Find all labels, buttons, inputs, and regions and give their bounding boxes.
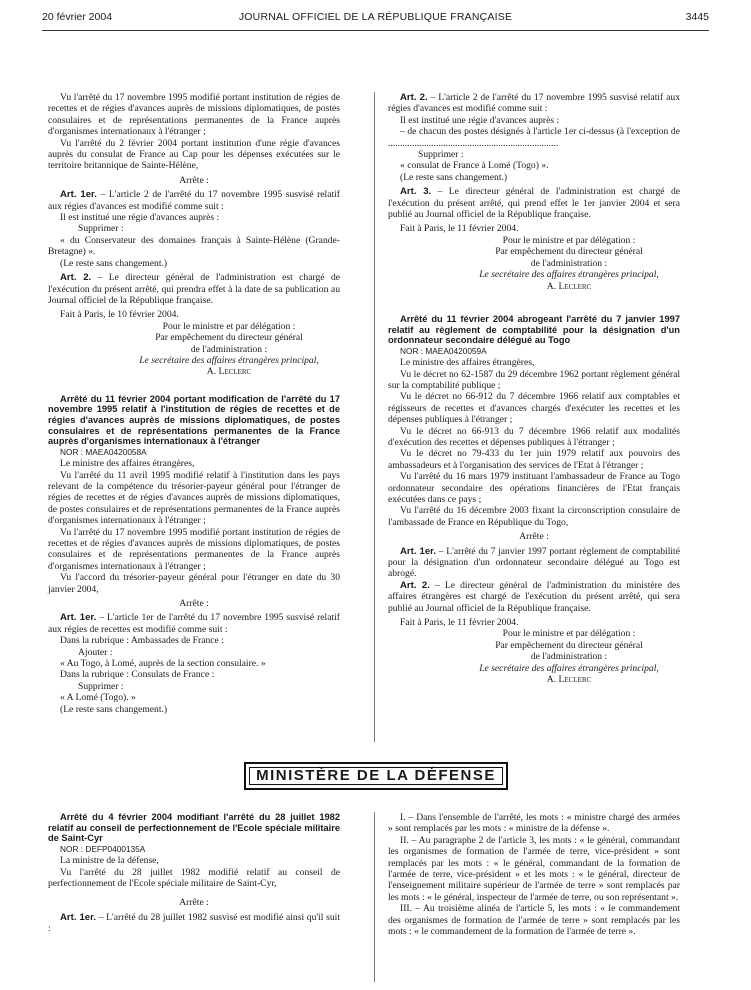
paragraph: II. – Au paragraphe 2 de l'article 3, les mots : « le général, commandant les organismes de formation de l'armée de terre, vice-président » sont remplacés par les mots : « le général, commandant de la formation de l'armée de terre, vice-président » et les mots : « le général, directeur de l'enseignement militaire supérieur de l'armée de terre » sont remplacés par les mots : « le général, inspecteur de l'armée de terre, ou son représentant ».	[388, 834, 680, 903]
paragraph: Le ministre des affaires étrangères,	[400, 357, 535, 369]
article-text: – Le directeur général de l'administration du ministère des affaires étrangères est chargé de l'exécution du présent arrêté, qui sera publié au Journal officiel de la République française.	[388, 579, 680, 614]
article-paragraph	[48, 912, 340, 935]
paragraph: Il est institué une régie d'avances auprès :	[60, 212, 220, 224]
left-column	[48, 92, 340, 715]
nor-reference: NOR : MAEA0420059A	[400, 345, 487, 356]
article-text: – L'arrêté du 7 janvier 1997 portant règlement de comptabilité pour la désignation d'un ordonnateur secondaire délégué au Togo est abrogé.	[388, 545, 680, 580]
paragraph: Vu le décret no 62-1587 du 29 décembre 1962 portant règlement général sur la comptabilité publique ;	[388, 368, 680, 391]
signature-line: de l'administration :	[530, 651, 608, 663]
paragraph: Le ministre des affaires étrangères,	[60, 458, 195, 470]
signature-line: de l'administration :	[190, 343, 268, 355]
article-paragraph	[388, 546, 680, 580]
arrete-heading: Arrête :	[179, 174, 209, 186]
paragraph: Vu l'arrêté du 17 novembre 1995 modifié portant institution de régies de recettes et de régies d'avances auprès de missions diplomatiques, de postes consulaires et de représentations permanentes de la France auprès d'organismes internationaux à l'étranger ;	[48, 92, 340, 138]
article-paragraph	[48, 272, 340, 306]
paragraph: Vu le décret no 66-913 du 7 décembre 1966 relatif aux modalités d'exécution des recettes et dépenses publiques à l'étranger ;	[388, 425, 680, 448]
paragraph: – de chacun des postes désignés à l'article 1er ci-dessus (à l'exception de .......................................................................	[388, 126, 680, 149]
signature-name: A. Leclerc	[206, 366, 252, 378]
article-label: Art. 2.	[400, 579, 430, 591]
paragraph: (Le reste sans changement.)	[60, 257, 168, 269]
paragraph: Vu l'arrêté du 16 décembre 2003 fixant la circonscription consulaire de l'ambassade de France en République du Togo,	[388, 505, 680, 528]
article-paragraph	[48, 612, 340, 635]
paragraph: Dans la rubrique : Consulats de France :	[60, 669, 215, 681]
signature-line: Par empêchement du directeur général	[155, 332, 303, 344]
decree-title: Arrêté du 11 février 2004 abrogeant l'arrêté du 7 janvier 1997 relatif au règlement de comptabilité pour la désignation d'un ordonnateur secondaire délégué au Togo	[388, 313, 680, 346]
signature-line: Le secrétaire des affaires étrangères principal,	[139, 354, 319, 366]
signature-line: Pour le ministre et par délégation :	[502, 234, 636, 246]
article-paragraph	[388, 580, 680, 614]
paragraph: Vu l'arrêté du 17 novembre 1995 modifié portant institution de régies de recettes et de régies d'avances auprès de missions diplomatiques, de postes consulaires et de représentations permanentes de la France auprès d'organismes internationaux à l'étranger ;	[48, 526, 340, 572]
article-text: – L'arrêté du 28 juillet 1982 susvisé est modifié ainsi qu'il suit :	[48, 911, 340, 935]
fait-line: Fait à Paris, le 10 février 2004.	[60, 309, 179, 321]
paragraph: Ajouter :	[78, 646, 113, 658]
paragraph: « Au Togo, à Lomé, auprès de la section consulaire. »	[60, 658, 266, 670]
signature-name: A. Leclerc	[546, 674, 592, 686]
signature-line: Le secrétaire des affaires étrangères principal,	[479, 269, 659, 281]
signature-line: Pour le ministre et par délégation :	[502, 628, 636, 640]
article-text: – L'article 2 de l'arrêté du 17 novembre 1995 susvisé relatif aux régies d'avances est modifié comme suit :	[388, 92, 680, 115]
paragraph: « du Conservateur des domaines français à Sainte-Hélène (Grande-Bretagne) ».	[48, 234, 340, 258]
article-label: Art. 3.	[400, 186, 432, 198]
decree-title: Arrêté du 11 février 2004 portant modification de l'arrêté du 17 novembre 1995 relatif à l'institution de régies de recettes et de régies d'avances auprès de missions diplomatiques, de postes consulaires et de représentations permanentes de la France auprès d'organismes internationaux à l'étranger	[48, 393, 340, 447]
paragraph: III. – Au troisième alinéa de l'article 5, les mots : « le commandement des organismes de formation de l'armée de terre » sont remplacés par les mots : « le commandement de la formation de l'armée de terre ».	[388, 903, 680, 938]
paragraph: Dans la rubrique : Ambassades de France :	[60, 635, 224, 647]
header-journal-title: JOURNAL OFFICIEL DE LA RÉPUBLIQUE FRANÇAISE	[238, 11, 513, 23]
ministry-title: MINISTÈRE DE LA DÉFENSE	[256, 767, 496, 784]
paragraph: « A Lomé (Togo). »	[60, 692, 136, 704]
signature-line: Par empêchement du directeur général	[495, 639, 643, 651]
article-label: Art. 1er.	[60, 911, 97, 923]
article-text: – L'article 1er de l'arrêté du 17 novembre 1995 susvisé relatif aux régies de recettes est modifié comme suit :	[48, 612, 341, 635]
arrete-heading: Arrête :	[179, 598, 209, 609]
signature-line: Le secrétaire des affaires étrangères principal,	[479, 662, 659, 674]
paragraph: Vu l'arrêté du 11 avril 1995 modifié relatif à l'institution dans les pays relevant de la compétence du trésorier-payeur général pour l'étranger de régies de recettes et de régies d'avances auprès de missions diplomatiques, de postes consulaires et de représentations permanentes de la France auprès d'organismes internationaux à l'étranger ;	[48, 469, 340, 527]
signature-line: Par empêchement du directeur général	[495, 246, 643, 258]
article-label: Art. 2.	[400, 92, 428, 103]
arrete-heading: Arrête :	[519, 531, 549, 543]
nor-reference: NOR : MAEA0420058A	[60, 446, 147, 457]
signature-line: de l'administration :	[530, 257, 608, 269]
paragraph: Supprimer :	[78, 223, 124, 235]
article-label: Art. 1er.	[400, 545, 437, 557]
paragraph: « consulat de France à Lomé (Togo) ».	[400, 160, 549, 172]
paragraph: La ministre de la défense,	[60, 855, 159, 867]
paragraph: Supprimer :	[418, 149, 464, 161]
paragraph: Vu l'arrêté du 16 mars 1979 instituant l'ambassadeur de France au Togo ordonnateur secondaire des opérations financières de l'Etat français exécutées dans ce pays ;	[388, 471, 680, 505]
right-column	[388, 92, 680, 685]
article-paragraph	[388, 92, 680, 115]
page-header	[42, 12, 709, 28]
paragraph: Vu l'arrêté du 2 février 2004 portant institution d'une régie d'avances auprès du consulat de France au Cap pour les dépenses exécutées sur le territoire britannique de Sainte-Hélène,	[48, 137, 340, 172]
decree-title: Arrêté du 4 février 2004 modifiant l'arrêté du 28 juillet 1982 relatif au conseil de perfectionnement de l'Ecole spéciale militaire de Saint-Cyr	[48, 812, 340, 844]
article-paragraph	[48, 189, 340, 212]
paragraph: Vu le décret no 66-912 du 7 décembre 1966 relatif aux comptables et régisseurs de recettes et d'avances chargés d'exécuter les recettes et les dépenses publiques à l'étranger ;	[388, 391, 680, 426]
paragraph: Il est institué une régie d'avances auprès :	[400, 114, 560, 126]
column-divider	[374, 92, 375, 742]
article-text: – Le directeur général de l'administration est chargé de l'exécution du présent arrêté, qui prend effet le 1er janvier 2004 et sera publié au Journal officiel de la République française.	[388, 186, 680, 221]
paragraph: Vu l'arrêté du 28 juillet 1982 modifié relatif au conseil de perfectionnement de l'Ecole spéciale militaire de Saint-Cyr,	[48, 866, 340, 889]
article-text: – L'article 2 de l'arrêté du 17 novembre 1995 susvisé relatif aux régies d'avances est modifié comme suit :	[48, 189, 340, 212]
header-page-number: 3445	[685, 11, 709, 23]
signature-line: Pour le ministre et par délégation :	[162, 320, 296, 332]
article-label: Art. 1er.	[60, 189, 97, 201]
bottom-right-column	[388, 812, 680, 937]
paragraph: (Le reste sans changement.)	[60, 703, 168, 715]
paragraph: I. – Dans l'ensemble de l'arrêté, les mots : « ministre chargé des armées » sont remplacés par les mots : « ministre de la défense ».	[388, 812, 680, 835]
fait-line: Fait à Paris, le 11 février 2004.	[400, 223, 519, 235]
article-paragraph	[388, 186, 680, 220]
signature-name: A. Leclerc	[546, 280, 592, 292]
paragraph: Vu le décret no 79-433 du 1er juin 1979 relatif aux pouvoirs des ambassadeurs et à l'organisation des services de l'Etat à l'étranger ;	[388, 448, 680, 471]
article-text: – Le directeur général de l'administration est chargé de l'exécution du présent arrêté, qui prendra effet à la date de sa publication au Journal officiel de la République française.	[48, 272, 340, 306]
fait-line: Fait à Paris, le 11 février 2004.	[400, 617, 519, 629]
article-label: Art. 2.	[60, 272, 92, 284]
paragraph: Vu l'accord du trésorier-payeur général pour l'étranger en date du 30 janvier 2004,	[48, 572, 340, 595]
bottom-left-column	[48, 812, 340, 935]
article-label: Art. 1er.	[60, 612, 97, 624]
ministry-banner	[244, 762, 508, 790]
paragraph: Supprimer :	[78, 680, 124, 692]
header-rule	[42, 30, 709, 31]
nor-reference: NOR : DEFP0400135A	[60, 843, 146, 854]
arrete-heading: Arrête :	[179, 897, 209, 909]
header-date: 20 février 2004	[42, 11, 113, 23]
paragraph: (Le reste sans changement.)	[400, 171, 508, 183]
column-divider	[374, 812, 375, 982]
